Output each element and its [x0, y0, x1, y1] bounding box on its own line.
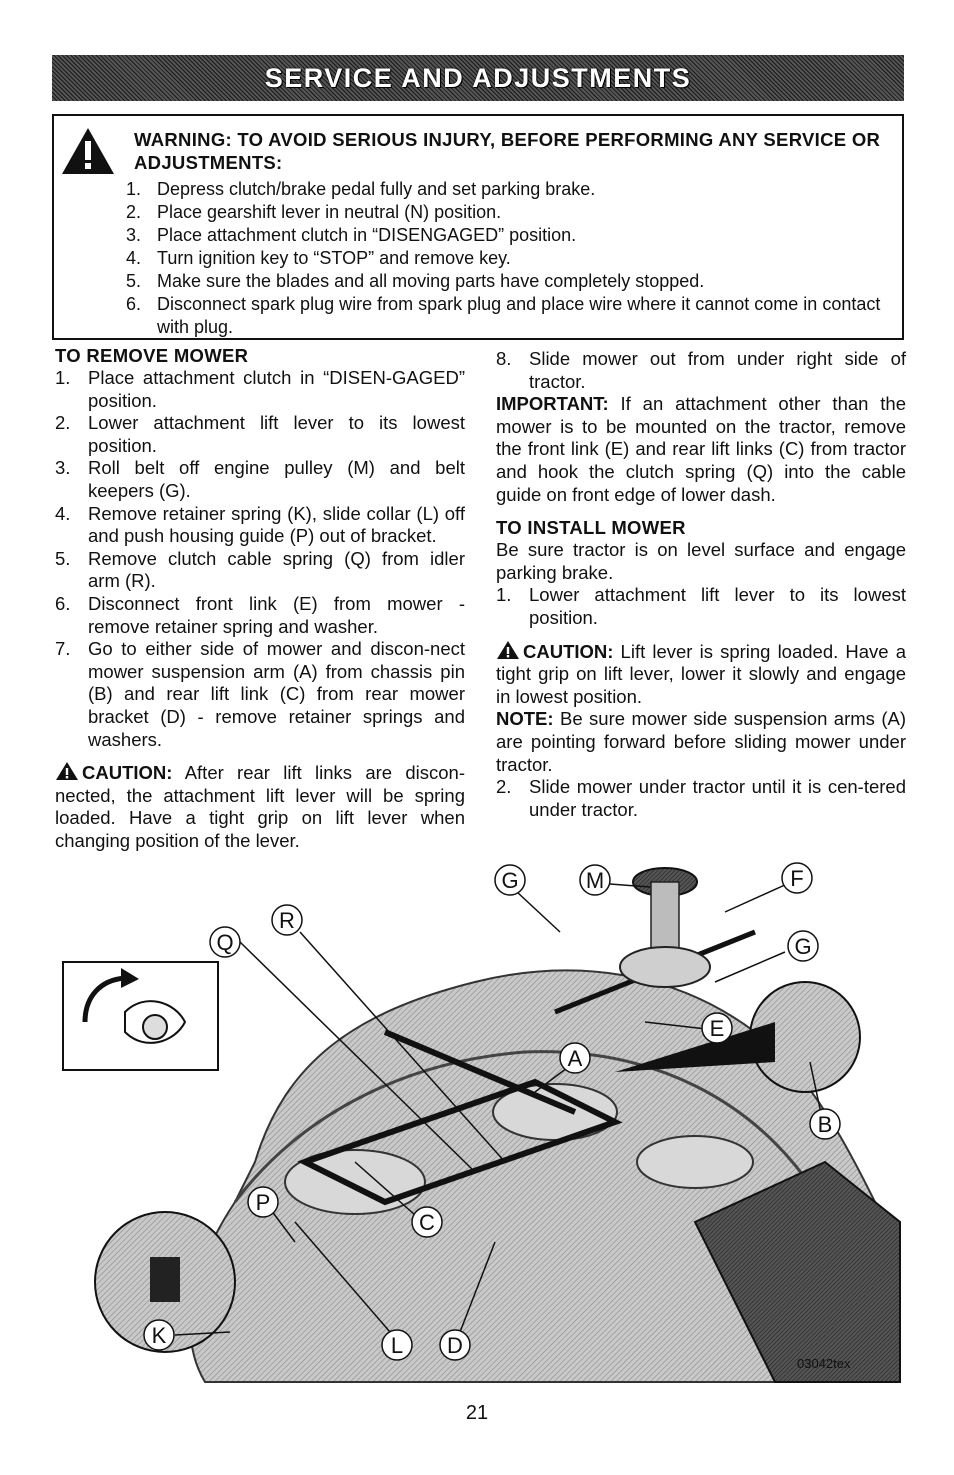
label-e: E: [709, 1016, 725, 1041]
callout-c: [412, 1207, 442, 1237]
inset-pin: [143, 1015, 167, 1039]
list-item: [122, 201, 902, 224]
list-item: [55, 367, 465, 412]
step-text: Slide mower under tractor until it is cen-tered under tractor.: [529, 776, 906, 820]
label-m: M: [585, 868, 605, 893]
step-number: 4.: [55, 502, 71, 524]
callout-f: [782, 863, 812, 893]
note-label: NOTE:: [496, 708, 554, 730]
label-g-right: G: [794, 934, 812, 959]
left-column: [55, 344, 465, 852]
warning-box: [52, 114, 904, 340]
step-text: Lower attachment lift lever to its lowest position.: [88, 412, 465, 456]
leader-g1: [517, 892, 560, 932]
step-text: Go to either side of mower and discon-nect mower suspension arm (A) from chassis pin (B) and rear lift link (C) from rear mower bracket (D) - remove retainer springs and washers.: [88, 638, 465, 750]
label-q: Q: [216, 930, 234, 955]
callout-q: [210, 927, 240, 957]
label-p: P: [255, 1190, 271, 1215]
pulley-base: [620, 947, 710, 987]
list-item: [55, 548, 465, 593]
caution-text: Lift lever is spring loaded. Have a tight grip on lift lever, lower it slowly and engage in lowest position.: [496, 640, 906, 707]
step-text: Place attachment clutch in “DISEN-GAGED” position.: [88, 367, 465, 411]
label-r: R: [279, 908, 295, 933]
callout-b: [810, 1109, 840, 1139]
step-number: 3.: [55, 457, 71, 479]
warning-steps: [122, 178, 902, 339]
callout-g-top: [495, 865, 525, 895]
step-number: 6.: [126, 294, 142, 314]
note-text: Be sure mower side suspension arms (A) are pointing forward before sliding mower under tractor.: [496, 708, 906, 775]
caution-label: CAUTION:: [523, 640, 614, 662]
install-mower-heading: TO INSTALL MOWER: [496, 517, 686, 539]
callout-m: [580, 865, 610, 895]
leader-f: [725, 884, 787, 912]
list-item: [122, 247, 902, 270]
remove-mower-heading: TO REMOVE MOWER: [55, 345, 249, 366]
label-c: C: [419, 1210, 435, 1235]
step-text: Turn ignition key to “STOP” and remove key.: [157, 248, 511, 268]
list-item: [496, 776, 906, 821]
list-item: [122, 224, 902, 247]
list-item: [122, 178, 902, 201]
step-number: 5.: [55, 547, 71, 569]
list-item: [55, 412, 465, 457]
section-banner: [52, 55, 904, 101]
leader-g2: [715, 952, 785, 982]
warning-triangle-icon: [60, 126, 116, 176]
list-item: [122, 270, 902, 293]
list-item: [496, 584, 906, 629]
important-text: If an attachment other than the mower is to be mounted on the tractor, remove the front link (E) and rear lift links (C) from tractor and hook the clutch spring (Q) into the cable guide on front edge of lower dash.: [496, 393, 906, 505]
step-number: 1.: [55, 367, 71, 388]
step-number: 5.: [126, 271, 142, 291]
list-item: [55, 638, 465, 751]
callout-p: [248, 1187, 278, 1217]
step-text: Place attachment clutch in “DISENGAGED” position.: [157, 225, 577, 245]
section-title: SERVICE AND ADJUSTMENTS: [264, 62, 692, 93]
callout-e: [702, 1013, 732, 1043]
label-l: L: [390, 1333, 404, 1358]
label-a: A: [567, 1046, 583, 1071]
step-number: 1.: [126, 179, 142, 199]
step-number: 6.: [55, 592, 71, 614]
callout-r: [272, 905, 302, 935]
install-mower-steps: [496, 584, 906, 629]
page-number: 21: [465, 1402, 489, 1424]
step-text: Depress clutch/brake pedal fully and set parking brake.: [157, 179, 596, 199]
install-note: [496, 708, 906, 776]
remove-mower-steps: [55, 367, 465, 751]
list-item: [496, 348, 906, 393]
step-text: Remove clutch cable spring (Q) from idler arm (R).: [88, 547, 465, 592]
step-number: 1.: [496, 584, 512, 606]
step-text: Disconnect spark plug wire from spark plug and place wire where it cannot come in contact with plug.: [157, 294, 881, 337]
remove-mower-steps-continued: [496, 348, 906, 393]
step-number: 7.: [55, 638, 71, 660]
callout-d: [440, 1330, 470, 1360]
caution-text: After rear lift links are discon-nected, the attachment lift lever will be spring loaded. Have a tight grip on lift lever when changing position of the lever.: [55, 762, 465, 851]
step-text: Lower attachment lift lever to its lowest position.: [529, 584, 906, 628]
important-note: [496, 393, 906, 506]
label-b: B: [817, 1112, 833, 1137]
callout-l: [382, 1330, 412, 1360]
label-g-top: G: [501, 868, 519, 893]
step-number: 2.: [496, 776, 512, 798]
step-text: Make sure the blades and all moving parts have completely stopped.: [157, 271, 705, 291]
warning-heading: WARNING: TO AVOID SERIOUS INJURY, BEFORE PERFORMING ANY SERVICE OR ADJUSTMENTS:: [134, 129, 881, 173]
caution-triangle-icon: [55, 761, 79, 781]
step-text: Slide mower out from under right side of tractor.: [529, 348, 906, 392]
step-number: 4.: [126, 248, 142, 268]
label-k: K: [151, 1323, 167, 1348]
list-item: [55, 457, 465, 502]
install-caution: [496, 640, 906, 709]
install-mower-steps-continued: [496, 776, 906, 821]
step-text: Disconnect front link (E) from mower - remove retainer spring and washer.: [88, 592, 465, 637]
step-text: Place gearshift lever in neutral (N) position.: [157, 202, 502, 222]
list-item: [55, 593, 465, 638]
remove-caution: [55, 761, 465, 852]
right-column: [496, 348, 906, 821]
label-f: F: [790, 866, 804, 891]
mower-illustration: [55, 862, 905, 1392]
figure-code: 03042tex: [797, 1356, 851, 1371]
caution-label: CAUTION:: [82, 762, 173, 784]
callout-k: [144, 1320, 174, 1350]
caution-triangle-icon: [496, 640, 520, 660]
step-number: 3.: [126, 225, 142, 245]
list-item: [122, 293, 902, 339]
important-label: IMPORTANT:: [496, 393, 609, 415]
step-number: 2.: [126, 202, 142, 222]
bracket-collar: [150, 1257, 180, 1302]
step-text: Remove retainer spring (K), slide collar (L) off and push housing guide (P) out of bracket.: [88, 502, 465, 547]
list-item: [55, 503, 465, 548]
install-intro: Be sure tractor is on level surface and engage parking brake.: [496, 539, 906, 583]
step-number: 8.: [496, 348, 512, 369]
spindle-right: [637, 1136, 753, 1188]
step-number: 2.: [55, 412, 71, 434]
callout-g-right: [788, 931, 818, 961]
label-d: D: [447, 1333, 463, 1358]
step-text: Roll belt off engine pulley (M) and belt keepers (G).: [88, 457, 465, 501]
callout-a: [560, 1043, 590, 1073]
